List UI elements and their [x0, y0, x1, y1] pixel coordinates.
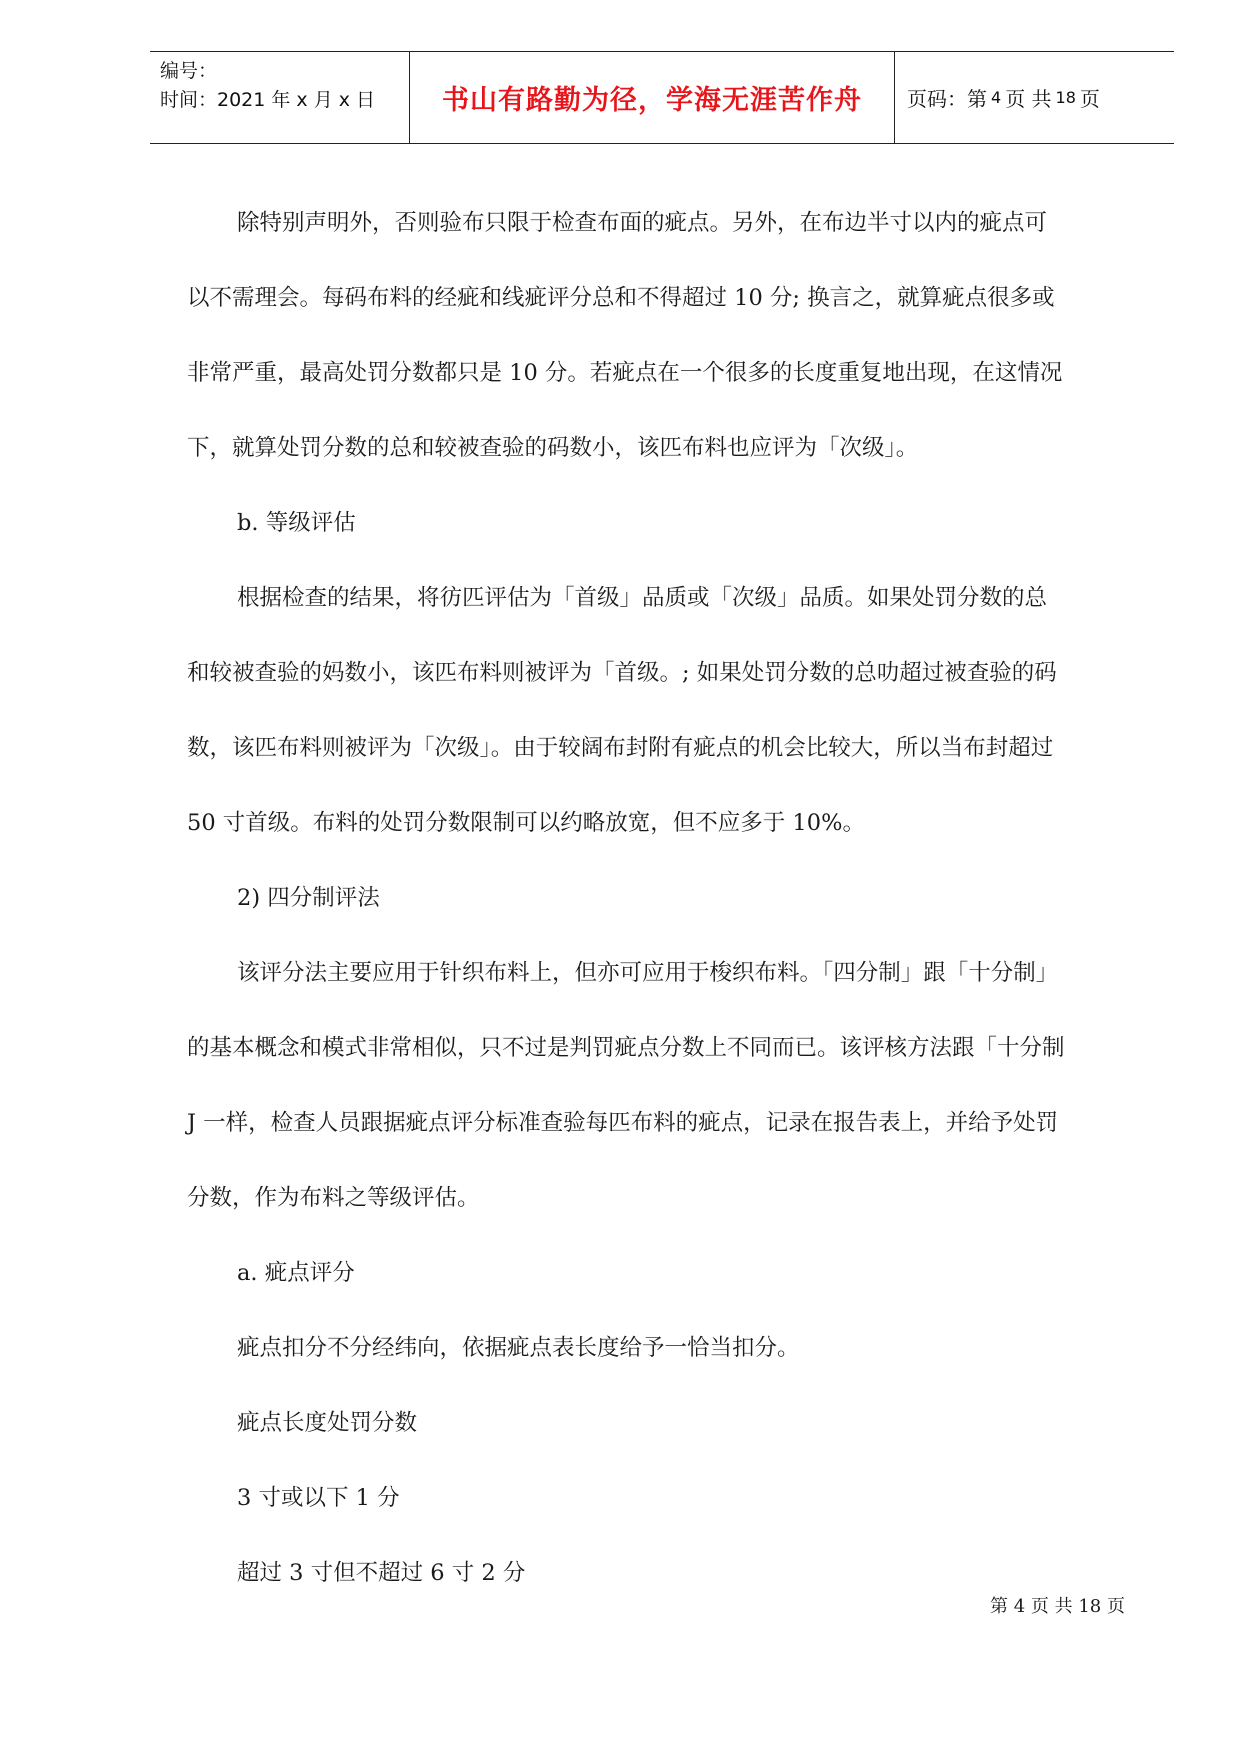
- page-total: 18: [1055, 88, 1076, 107]
- document-body: [187, 186, 1147, 1611]
- body-line: 根据检查的结果，将彷匹评估为「首级」品质或「次级」品质。如果处罚分数的总: [237, 585, 1048, 611]
- page-header: [150, 51, 1174, 144]
- date-label: 时间：2021 年 x 月 x 日: [160, 89, 376, 111]
- body-line: 分数，作为布料之等级评估。: [187, 1185, 480, 1211]
- body-line: 下，就算处罚分数的总和较被查验的码数小，该匹布料也应评为「次级」。: [187, 435, 919, 461]
- body-line: J 一样，检查人员跟据疵点评分标准查验每匹布料的疵点，记录在报告表上，并给予处罚: [187, 1110, 1059, 1136]
- body-line: 该评分法主要应用于针织布料上，但亦可应用于梭织布料。「四分制」跟「十分制」: [237, 960, 1059, 986]
- body-line: 的基本概念和模式非常相似，只不过是判罚疵点分数上不同而已。该评核方法跟「十分制: [187, 1035, 1065, 1061]
- table-header-line: 疵点长度处罚分数: [237, 1410, 418, 1436]
- body-line: 非常严重，最高处罚分数都只是 10 分。若疵点在一个很多的长度重复地出现，在这情况: [187, 360, 1063, 386]
- section-heading: a. 疵点评分: [237, 1260, 355, 1286]
- table-row-line: 3 寸或以下 1 分: [237, 1485, 400, 1511]
- section-heading: b. 等级评估: [237, 510, 356, 536]
- page-middle: 页 共: [1005, 87, 1052, 111]
- section-heading: 2) 四分制评法: [237, 885, 380, 911]
- body-line: 和较被查验的妈数小，该匹布料则被评为「首级。; 如果处罚分数的总叻超过被查验的码: [187, 660, 1057, 686]
- serial-number-label: 编号：: [160, 60, 218, 82]
- body-line: 以不需理会。每码布料的经疵和线疵评分总和不得超过 10 分; 换言之，就算疵点很多或: [187, 285, 1055, 311]
- page-suffix: 页: [1079, 87, 1100, 111]
- body-line: 除特别声明外，否则验布只限于检查布面的疵点。另外，在布边半寸以内的疵点可: [237, 210, 1048, 236]
- header-info-cell: [150, 52, 410, 143]
- body-line: 50 寸首级。布料的处罚分数限制可以约略放宽，但不应多于 10%。: [187, 810, 865, 836]
- body-line: 数，该匹布料则被评为「次级」。由于较阔布封附有疵点的机会比较大，所以当布封超过: [187, 735, 1054, 761]
- page-prefix: 页码：第: [907, 87, 987, 111]
- table-row-line: 超过 3 寸但不超过 6 寸 2 分: [237, 1560, 526, 1586]
- body-line: 疵点扣分不分经纬向，依据疵点表长度给予一恰当扣分。: [237, 1335, 800, 1361]
- header-motto-cell: [410, 52, 895, 143]
- page-footer: 第 4 页 共 18 页: [990, 1596, 1125, 1617]
- header-page-cell: [895, 52, 1174, 143]
- page-current: 4: [991, 88, 1002, 107]
- motto-text: 书山有路勤为径，学海无涯苦作舟: [442, 85, 862, 116]
